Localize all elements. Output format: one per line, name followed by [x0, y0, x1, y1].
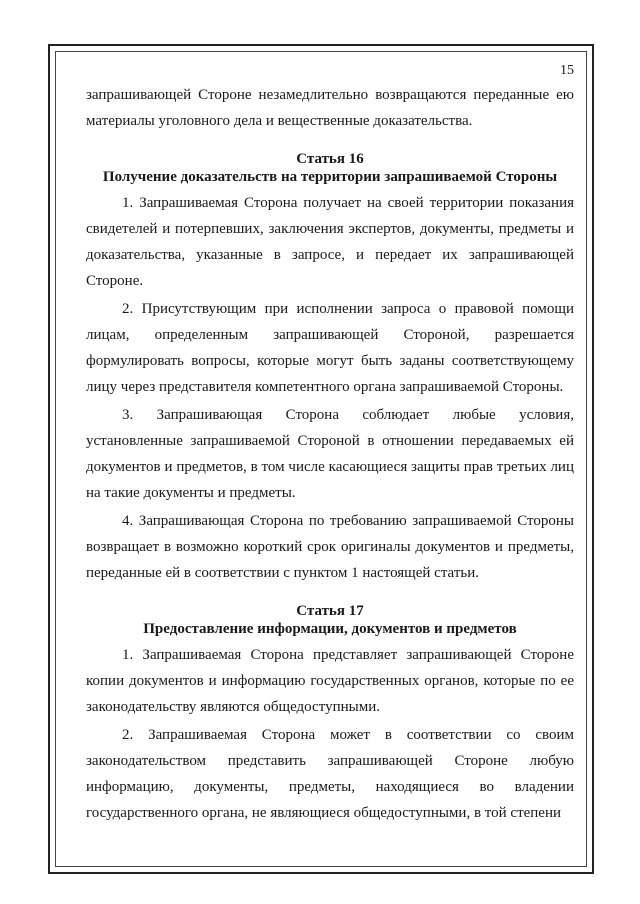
article-16-paragraph-4: 4. Запрашивающая Сторона по требованию запрашиваемой Стороны возвращает в возможно короткий срок оригиналы документов и предметы, переданные ей в соответствии с пунктом 1 настоящей статьи. — [86, 513, 574, 581]
article-16-paragraph-3: 3. Запрашивающая Сторона соблюдает любые условия, установленные запрашиваемой Стороной в отношении передаваемых ей документов и предметов, в том числе касающиеся защиты прав третьих лиц на такие документы и предметы. — [86, 407, 574, 501]
article-17-heading: Статья 17 — [296, 603, 364, 619]
article-17 — [86, 602, 574, 826]
document-body — [86, 82, 574, 826]
article-17-paragraph-1: 1. Запрашиваемая Сторона представляет запрашивающей Стороне копии документов и информацию государственных органов, которые по ее законодательству являются общедоступными. — [86, 647, 574, 715]
article-16-title: Получение доказательств на территории запрашиваемой Стороны — [102, 169, 558, 185]
page-number: 15 — [560, 63, 574, 78]
article-16-paragraph-2: 2. Присутствующим при исполнении запроса о правовой помощи лицам, определенным запрашивающей Стороной, разрешается формулировать вопросы, которые могут быть заданы соответствующему лицу через представителя компетентного органа запрашиваемой Стороны. — [86, 301, 574, 395]
article-17-title: Предоставление информации, документов и предметов — [143, 621, 517, 637]
article-17-paragraph-2: 2. Запрашиваемая Сторона может в соответствии со своим законодательством представить запрашивающей Стороне любую информацию, документы, предметы, находящиеся во владении государственного органа, не являющиеся общедоступными, в той степени — [86, 727, 574, 821]
article-16-paragraph-1: 1. Запрашиваемая Сторона получает на своей территории показания свидетелей и потерпевших, заключения экспертов, документы, предметы и доказательства, указанные в запросе, и передает их запрашивающей Стороне. — [86, 195, 574, 289]
article-16 — [86, 150, 574, 586]
article-16-heading: Статья 16 — [296, 151, 364, 167]
continuation-paragraph: запрашивающей Стороне незамедлительно возвращаются переданные ею материалы уголовного дела и вещественные доказательства. — [86, 87, 574, 129]
